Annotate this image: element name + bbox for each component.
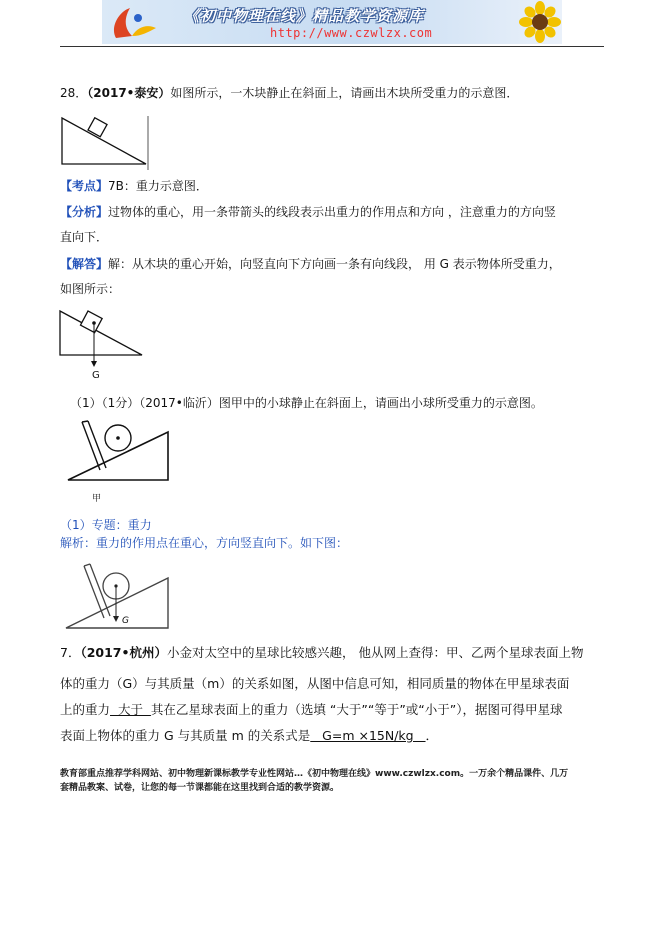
header-banner [102, 0, 562, 44]
q28-source: （2017•泰安） [87, 86, 171, 100]
q28-jieda-1: 【解答】解：从木块的重心开始，向竖直向下方向画一条有向线段， 用 G 表示物体所受重力， [60, 257, 561, 271]
q1-answer-analysis: 解析：重力的作用点在重心，方向竖直向下。如下图： [60, 536, 349, 550]
q1-answer-figure [64, 560, 174, 635]
header-rule [60, 46, 604, 47]
footer-line-1: 教育部重点推荐学科网站、初中物理新课标教学专业性网站…《初中物理在线》www.czwlzx.com。一万余个精品课件、几万 [60, 769, 569, 779]
q28-jieda-2: 如图所示： [60, 282, 121, 296]
q28-figure-incline-block [60, 114, 152, 170]
q28-kaodian: 【考点】7B：重力示意图． [60, 179, 208, 193]
q28-question: 28．（2017•泰安）如图所示，一木块静止在斜面上，请画出木块所受重力的示意图． [60, 86, 519, 100]
q28-fenxi-1: 【分析】过物体的重心，用一条带箭头的线段表示出重力的作用点和方向 ，注意重力的方向竖 [60, 205, 556, 219]
q7-line-2: 体的重力（G）与其质量（m）的关系如图，从图中信息可知，相同质量的物体在甲星球表面 [60, 676, 570, 691]
q7-source: （2017•杭州） [80, 645, 167, 660]
q28-answer-figure [58, 305, 148, 380]
q1-g-label: G [122, 616, 129, 626]
q1-figure-caption: 甲 [92, 494, 102, 504]
sunflower-icon [520, 2, 560, 42]
q1-answer-topic: （1）专题：重力 [60, 518, 152, 532]
footer-line-2: 套精品教案、试卷，让您的每一节课都能在这里找到合适的教学资源。 [60, 783, 340, 793]
q7-line-3: 上的重力 大于 其在乙星球表面上的重力（选填 “大于”“等于”或“小于”），据图可得甲星球 [60, 702, 563, 717]
q7-line-4: 表面上物体的重力 G 与其质量 m 的关系式是 G=m ×15N/kg ． [60, 728, 439, 743]
q28-g-label: G [92, 370, 100, 381]
q1-figure-ball-incline [66, 418, 176, 488]
banner-url[interactable]: http://www.czwlzx.com [270, 26, 433, 40]
q7-blank-2: G=m ×15N/kg [310, 728, 426, 743]
q7-blank-1: 大于 [110, 702, 151, 717]
site-logo [108, 4, 168, 42]
q1-question: （1）（1分）（2017•临沂）图甲中的小球静止在斜面上，请画出小球所受重力的示意图。 [70, 396, 543, 410]
q7-line-1: 7．（2017•杭州）小金对太空中的星球比较感兴趣， 他从网上查得：甲、乙两个星球表面上物 [60, 645, 584, 660]
q28-fenxi-2: 直向下． [60, 230, 109, 244]
banner-title: 《初中物理在线》精品教学资源库 [184, 7, 425, 25]
